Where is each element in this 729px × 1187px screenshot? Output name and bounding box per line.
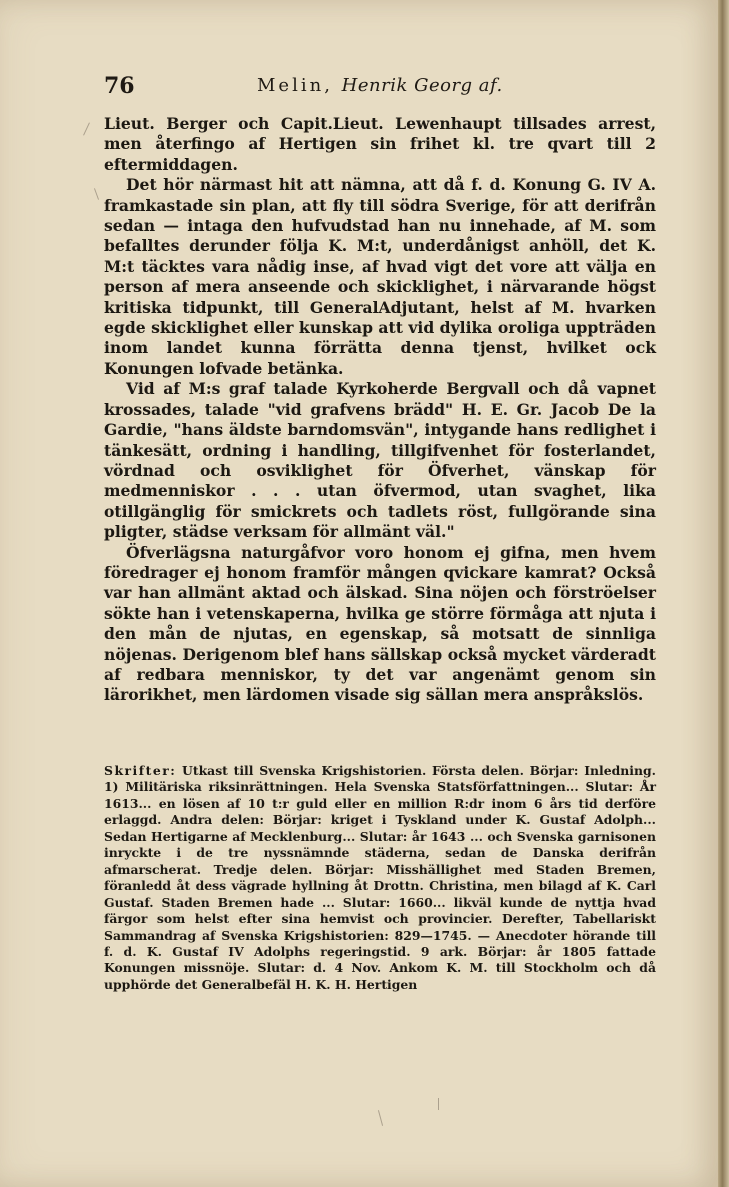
page-number: 76 bbox=[104, 73, 135, 99]
pencil-mark bbox=[378, 1110, 383, 1126]
page-edge bbox=[718, 0, 729, 1187]
writings-paragraph bbox=[104, 763, 656, 993]
writings-text: Utkast till Svenska Krigshistorien. Första delen. Börjar: Inledning. 1) Militäriska riksinrättningen. Hela Svenska Statsförfattningen... Slutar: År 1613... en lösen af 10 t:r guld eller en million R:dr inom 6 års tid derföre erlaggd. Andra delen: Börjar: kriget i Tyskland under K. Gustaf Adolph... Sedan Hertigarne af Mecklenburg... Slutar: år 1643 ... och Svenska garnisonen inryckte i de tre nyssnämnde städerna, sedan de Danska derifrån afmarscherat. Tredje delen. Börjar: Misshällighet med Staden Bremen, föranledd åt dess vägrade hyllning åt Drottn. Christina, men bilagd af K. Carl Gustaf. Staden Bremen hade ... Slutar: 1660... likväl kunde de nyttja hvad färgor som helst efter sina hemvist och provincier. Derefter, Tabellariskt Sammandrag af Svenska Krigshistorien: 829—1745. — Anecdoter hörande till f. d. K. Gustaf IV Adolphs regeringstid. 9 ark. Börjar: år 1805 fattade Konungen missnöje. Slutar: d. 4 Nov. Ankom K. M. till Stockholm och då upphörde det Generalbefäl H. K. H. Hertigen bbox=[104, 763, 656, 992]
writings-section bbox=[104, 763, 656, 993]
pencil-mark bbox=[438, 1098, 439, 1110]
pencil-mark bbox=[94, 188, 99, 200]
pencil-mark bbox=[83, 122, 90, 135]
paragraph: Det hör närmast hit att nämna, att då f. d. Konung G. IV A. framkastade sin plan, att fly till södra Sverige, för att derifrån sedan — intaga den hufvudstad han nu innehade, af M. som befalltes derunder följa K. M:t, underdånigst anhöll, det K. M:t täcktes vara nådig inse, af hvad vigt det vore att välja en person af mera anseende och skicklighet, i närvarande högst kritiska tidpunkt, till GeneralAdjutant, helst af M. hvarken egde skicklighet eller kunskap att vid dylika oroliga uppträden inom landet kunna förrätta denna tjenst, hvilket ock Konungen lofvade betänka. bbox=[104, 175, 656, 378]
main-text bbox=[104, 114, 656, 706]
running-head bbox=[257, 75, 503, 96]
paragraph: Vid af M:s graf talade Kyrkoherde Bergvall och då vapnet krossades, talade "vid grafvens brädd" H. E. Gr. Jacob De la Gardie, "hans äldste barndomsvän", intygande hans redlighet i tänkesätt, ordning i handling, tillgifvenhet för fosterlandet, vördnad och osviklighet för Öfverhet, vänskap för medmenniskor . . . utan öfvermod, utan svaghet, lika otillgänglig för smickrets och tadlets röst, fullgörande sina pligter, städse verksam för allmänt väl." bbox=[104, 379, 656, 542]
running-head-name: Melin, bbox=[257, 75, 333, 96]
running-head-given-name: Henrik Georg af. bbox=[341, 75, 503, 96]
page-header bbox=[104, 73, 664, 103]
paragraph: Öfverlägsna naturgåfvor voro honom ej gifna, men hvem föredrager ej honom framför mången qvickare kamrat? Också var han allmänt aktad och älskad. Sina nöjen och förströelser sökte han i vetenskaperna, hvilka ge större förmåga att njuta i den mån de njutas, en egenskap, så motsatt de sinnliga nöjenas. Derigenom blef hans sällskap också mycket värderadt af redbara menniskor, ty det var angenämt genom sin lärorikhet, men lärdomen visade sig sällan mera anspråkslös. bbox=[104, 542, 656, 705]
paragraph: Lieut. Berger och Capit.Lieut. Lewenhaupt tillsades arrest, men återfingo af Hertigen sin frihet kl. tre qvart till 2 eftermiddagen. bbox=[104, 114, 656, 174]
writings-label: Skrifter: bbox=[104, 763, 177, 778]
